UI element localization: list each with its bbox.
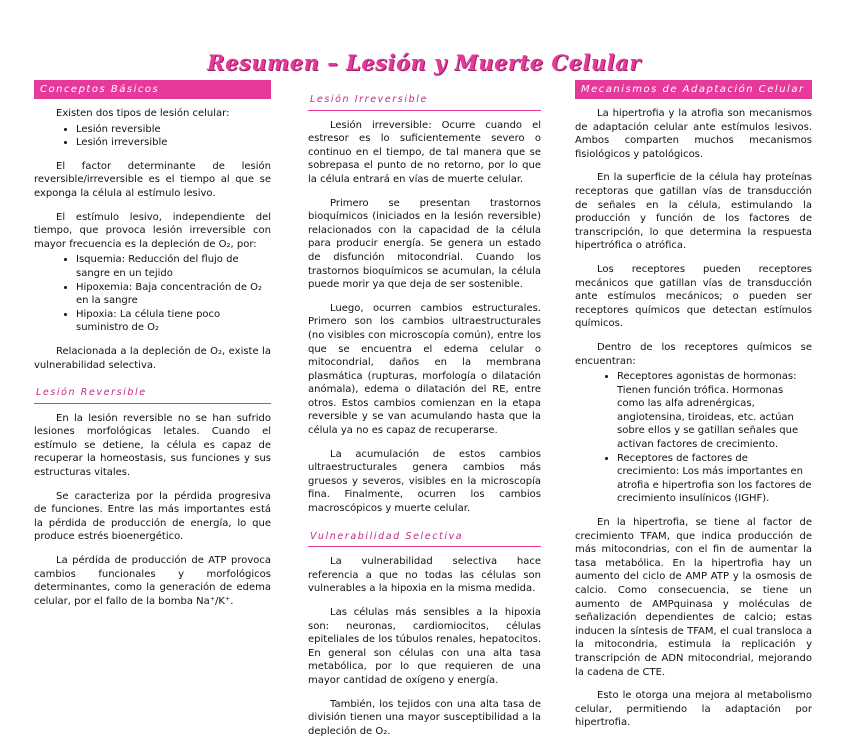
paragraph: En la hipertrofia, se tiene al factor de crecimiento TFAM, que indica producción de más mitocondrias, con el fin de aumentar la tasa metabólica. En la hipertrofia hay un aumento del ciclo de AMP ATP y la osmosis de calcio. Como consecuencia, se tiene un aumento de AMPquinasa y moléculas de señalización dependientes de calcio; estas inducen la síntesis de TFAM, el cual transloca a la mitocondria, estimula la replicación y transcripción de ADN mitocondrial, mejorando la cadena de CTE.: [575, 517, 812, 678]
column-conceptos-basicos: [34, 80, 271, 618]
paragraph: Relacionada a la depleción de O₂, existe la vulnerabilidad selectiva.: [34, 345, 271, 371]
paragraph: El estímulo lesivo, independiente del tiempo, que provoca lesión irreversible con mayor frecuencia es la depleción de O₂, por:: [34, 211, 271, 250]
section-header-vulnerabilidad: Vulnerabilidad Selectiva: [308, 530, 541, 548]
section-header-mecanismos: Mecanismos de Adaptación Celular: [575, 80, 812, 99]
intro-text: Existen dos tipos de lesión celular:: [56, 108, 230, 119]
paragraph: Esto le otorga una mejora al metabolismo celular, permitiendo la adaptación por hipertrofia.: [575, 690, 812, 729]
column-lesion-irreversible: [308, 93, 541, 748]
list-item: • Hipoxia: La célula tiene poco suministro de O₂: [76, 308, 271, 335]
section-header-lesion-reversible: Lesión Reversible: [34, 386, 271, 404]
list-item: • Receptores de factores de crecimiento: Los más importantes en atrofia e hipertrofia son los factores de crecimiento insulínicos (IGHF).: [617, 452, 812, 506]
receptors-list: [575, 370, 812, 506]
paragraph: Dentro de los receptores químicos se encuentran:: [575, 341, 812, 367]
list-item: • Hipoxemia: Baja concentración de O₂ en la sangre: [76, 281, 271, 308]
paragraph: La hipertrofia y la atrofia son mecanismos de adaptación celular ante estímulos lesivos. Ambos comparten muchos mecanismos fisiológicos y patológicos.: [575, 108, 812, 160]
section-header-conceptos: Conceptos Básicos: [34, 80, 271, 99]
paragraph: Lesión irreversible: Ocurre cuando el estresor es lo suficientemente severo o continuo en el tiempo, de tal manera que se sobrepasa el punto de no retorno, por lo que la célula entrará en vías de muerte celular.: [308, 119, 541, 185]
paragraph: El factor determinante de lesión reversible/irreversible es el tiempo al que se exponga la célula al estímulo lesivo.: [34, 160, 271, 199]
list-item: • Isquemia: Reducción del flujo de sangre en un tejido: [76, 253, 271, 280]
column-mecanismos-adaptacion: [575, 80, 812, 740]
paragraph: La acumulación de estos cambios ultraestructurales genera cambios más gruesos y severos, visibles en la microscopía fina. Finalmente, ocurren los cambios macroscópicos y muerte celular.: [308, 448, 541, 515]
paragraph: Las células más sensibles a la hipoxia son: neuronas, cardiomiocitos, células epiteliales de los túbulos renales, hepatocitos. En general son células con una alta tasa metabólica, por lo que requieren de una mayor cantidad de oxígeno y energía.: [308, 607, 541, 686]
page-title: Resumen – Lesión y Muerte Celular: [207, 50, 641, 75]
list-item: • Receptores agonistas de hormonas: Tienen función trófica. Hormonas como las alfa adrenérgicas, angiotensina, tiroideas, etc. actúan sobre ellos y se gatillan señales que activan factores de crecimiento.: [617, 370, 812, 452]
paragraph: Luego, ocurren cambios estructurales. Primero son los cambios ultraestructurales (no visibles con microscopía común), entre los que se encuentra el edema celular o mitocondrial, daños en la membrana plasmática (rupturas, morfología o dilatación anómala), edema o dilatación del RE, entre otros. Estos cambios comienzan en la etapa reversible y se van acumulando hasta que la célula ya no es capaz de recuperarse.: [308, 302, 541, 437]
paragraph: Los receptores pueden receptores mecánicos que gatillan vías de transducción ante estímulos mecánicos; o pueden ser receptores químicos que detectan estímulos químicos.: [575, 263, 812, 330]
paragraph: En la superficie de la célula hay proteínas receptoras que gatillan vías de transducción de señales en la célula, estimulando la producción y función de los factores de transcripción, lo que determina la respuesta hipertrófica o atrófica.: [575, 172, 812, 252]
paragraph: La pérdida de producción de ATP provoca cambios funcionales y morfológicos determinantes, como la generación de edema celular, por el fallo de la bomba Na⁺/K⁺.: [34, 555, 271, 607]
list-item: • Lesión irreversible: [76, 136, 271, 150]
paragraph: La vulnerabilidad selectiva hace referencia a que no todas las células son vulnerables a la hipoxia en la misma medida.: [308, 556, 541, 595]
section-header-lesion-irreversible: Lesión Irreversible: [308, 93, 541, 111]
paragraph: Se caracteriza por la pérdida progresiva de funciones. Entre las más importantes está la pérdida de producción de energía, lo que produce estrés bioenergético.: [34, 490, 271, 543]
paragraph: En la lesión reversible no se han sufrido lesiones morfológicas letales. Cuando el estímulo se detiene, la célula es capaz de recuperar la homeostasis, sus funciones y sus estructuras vitales.: [34, 412, 271, 479]
causes-list: [34, 253, 271, 335]
paragraph: Primero se presentan trastornos bioquímicos (iniciados en la lesión reversible) relacionados con la capacidad de la célula para producir energía. Se genera un estado de disfunción mitocondrial. Cuando los trastornos bioquímicos se acumulan, la célula puede morir ya que deja de ser sostenible.: [308, 197, 541, 291]
types-list: [34, 123, 271, 150]
list-item: • Lesión reversible: [76, 123, 271, 137]
paragraph: También, los tejidos con una alta tasa de división tienen una mayor susceptibilidad a la depleción de O₂.: [308, 698, 541, 737]
